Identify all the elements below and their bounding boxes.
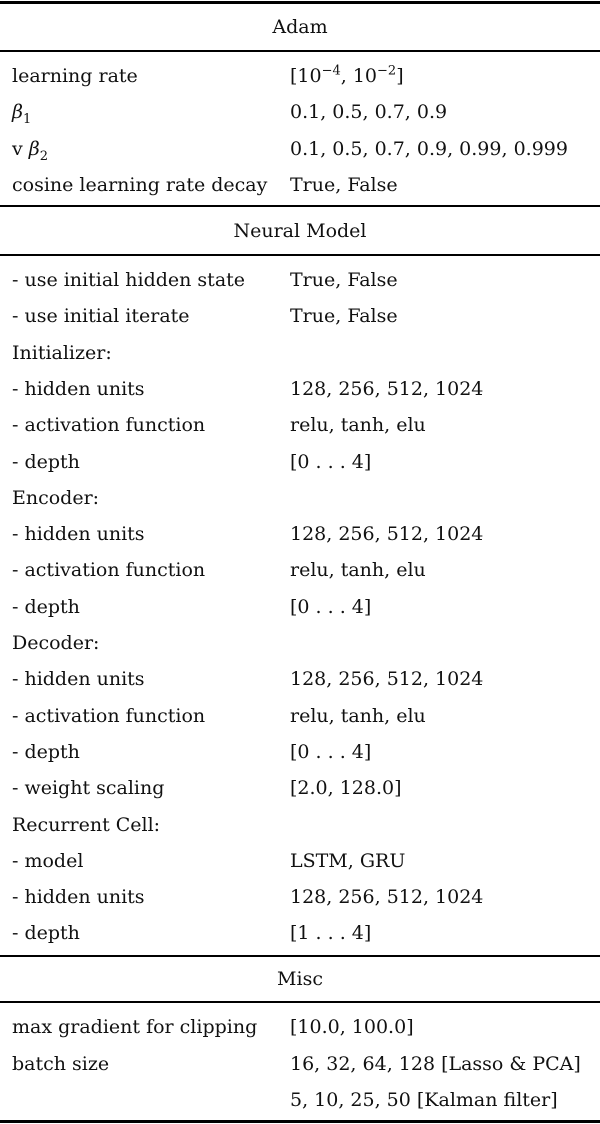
table-row — [0, 593, 600, 621]
section-title-misc: Misc — [277, 968, 323, 990]
table-row — [0, 1050, 600, 1078]
table-row — [0, 266, 600, 294]
row-label: - hidden units — [12, 523, 145, 546]
row-value: [$10^{-4}$, $10^{-2}$] — [290, 63, 404, 87]
table-row — [0, 1013, 600, 1041]
table-row — [0, 135, 600, 163]
row-value: 128, 256, 512, 1024 — [290, 377, 484, 400]
row-value: 5, 10, 25, 50 [Kalman filter] — [290, 1089, 558, 1111]
bottom-rule — [0, 1120, 600, 1123]
section-rule — [0, 254, 600, 256]
table-row — [0, 847, 600, 875]
table-row — [0, 629, 600, 657]
row-label: cosine learning rate decay — [12, 174, 268, 196]
row-value: [10.0, 100.0] — [290, 1016, 414, 1038]
section-rule — [0, 50, 600, 52]
top-rule — [0, 1, 600, 4]
table-row — [0, 339, 600, 367]
table-row — [0, 448, 600, 476]
table-row — [0, 774, 600, 802]
row-value: True, False — [290, 174, 398, 196]
table-row — [0, 1086, 600, 1114]
table-row — [0, 556, 600, 584]
row-value: 0.1, 0.5, 0.7, 0.9 — [290, 101, 448, 123]
row-label: Recurrent Cell: — [12, 813, 161, 836]
row-label: - depth — [12, 595, 80, 618]
section-rule — [0, 205, 600, 207]
row-value: [0 . . . 4] — [290, 740, 372, 763]
row-label: - depth — [12, 740, 80, 763]
table-row — [0, 665, 600, 693]
row-label: - use initial hidden state — [12, 269, 246, 291]
row-label: - depth — [12, 450, 80, 473]
row-label: - hidden units — [12, 668, 145, 691]
row-value: [0 . . . 4] — [290, 595, 372, 618]
table-row — [0, 520, 600, 548]
row-label: v $\beta_2$ — [12, 138, 49, 164]
row-label: max gradient for clipping — [12, 1016, 258, 1038]
row-value: relu, tanh, elu — [290, 559, 426, 582]
row-value: 16, 32, 64, 128 [Lasso & PCA] — [290, 1052, 581, 1075]
row-value: LSTM, GRU — [290, 849, 406, 872]
row-value: 0.1, 0.5, 0.7, 0.9, 0.99, 0.999 — [290, 138, 568, 160]
table-row — [0, 62, 600, 90]
row-label: Encoder: — [12, 486, 100, 509]
row-value: [2.0, 128.0] — [290, 777, 402, 800]
section-title-adam: Adam — [272, 16, 328, 38]
row-label: - activation function — [12, 414, 206, 437]
row-label: - activation function — [12, 704, 206, 727]
section-title-neural-model: Neural Model — [233, 220, 367, 242]
row-value: [1 . . . 4] — [290, 922, 372, 945]
row-label: learning rate — [12, 65, 138, 87]
row-label: - activation function — [12, 559, 206, 582]
table-row — [0, 375, 600, 403]
row-label: $\beta_1$ — [12, 101, 32, 127]
row-value: 128, 256, 512, 1024 — [290, 523, 484, 546]
row-value: relu, tanh, elu — [290, 414, 426, 437]
table-row — [0, 883, 600, 911]
table-row — [0, 919, 600, 947]
row-value: True, False — [290, 269, 398, 291]
row-value: True, False — [290, 305, 398, 328]
row-label: - depth — [12, 922, 80, 945]
row-value: [0 . . . 4] — [290, 450, 372, 473]
table-row — [0, 98, 600, 126]
section-rule — [0, 955, 600, 957]
row-label: - use initial iterate — [12, 305, 190, 328]
row-value: 128, 256, 512, 1024 — [290, 886, 484, 909]
table-row — [0, 302, 600, 330]
row-label: - model — [12, 849, 84, 872]
table-row — [0, 411, 600, 439]
section-rule — [0, 1001, 600, 1003]
row-label: Initializer: — [12, 341, 112, 364]
row-value: relu, tanh, elu — [290, 704, 426, 727]
row-label: batch size — [12, 1052, 110, 1075]
table-row — [0, 171, 600, 199]
table-row — [0, 738, 600, 766]
table-row — [0, 484, 600, 512]
row-label: - weight scaling — [12, 777, 165, 800]
table-row — [0, 811, 600, 839]
table-row — [0, 702, 600, 730]
row-label: Decoder: — [12, 632, 100, 654]
row-value: 128, 256, 512, 1024 — [290, 668, 484, 691]
row-label: - hidden units — [12, 377, 145, 400]
row-label: - hidden units — [12, 886, 145, 909]
